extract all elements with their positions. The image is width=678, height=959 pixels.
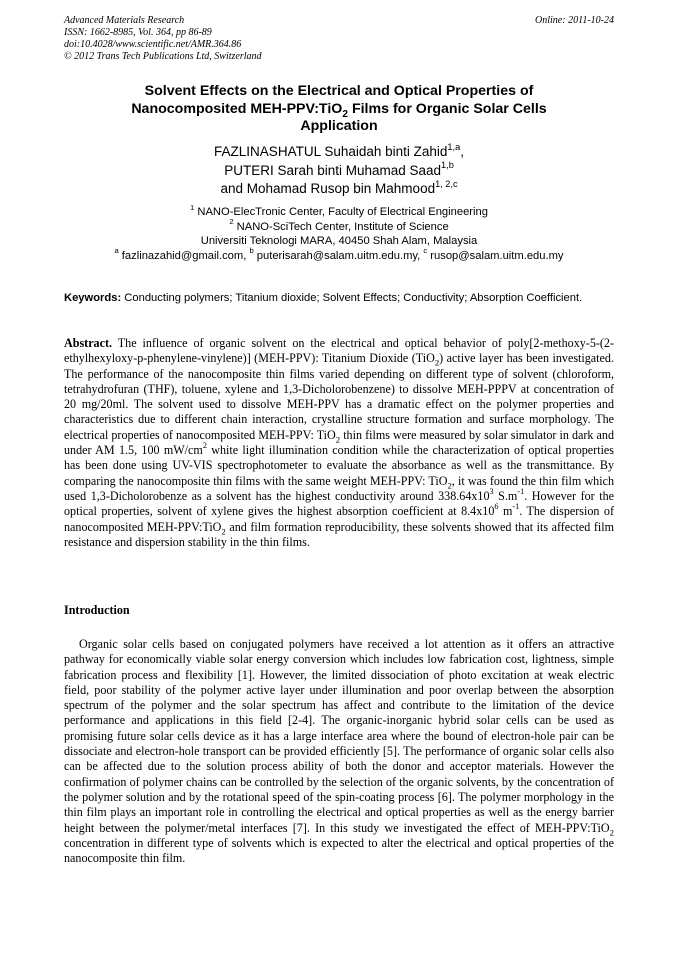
- author-affil-mark: 1,a: [447, 141, 461, 152]
- subscript: 2: [609, 826, 614, 837]
- abstract-text: white light illumination condition while the characterization of optical properties has been done using UV-VIS spectrophotometer to evaluate the absorbance as well as the transmittance. By comparing the nanocomposite thin films with the same weight MEH-PPV: TiO: [64, 443, 614, 488]
- affil-mark: 1: [190, 202, 195, 212]
- online-date: Online: 2011-10-24: [535, 15, 614, 26]
- superscript: 6: [494, 502, 499, 512]
- abstract-text: , it was found the thin film which used 1,3-Dicholorobenze as a solvent has the highest conductivity around 338.64x10: [64, 473, 614, 503]
- title-line-1: Solvent Effects on the Electrical and Optical Properties of: [144, 83, 534, 99]
- abstract-text: The influence of organic solvent on the electrical and optical behavior of poly[2-methoxy-5-(2-ethylhexyloxy-p-phenylene-vinylene)] (MEH-PPV): Titanium Dioxide (TiO: [64, 336, 614, 366]
- keywords-label: Keywords:: [64, 292, 122, 304]
- issn-line: ISSN: 1662-8985, Vol. 364, pp 86-89: [64, 27, 212, 38]
- author-name: and Mohamad Rusop bin Mahmood: [220, 181, 436, 196]
- author-3: [64, 180, 614, 199]
- superscript: 2: [202, 441, 207, 451]
- abstract-text: m: [498, 504, 513, 519]
- superscript: -1: [517, 487, 525, 497]
- superscript: -1: [512, 502, 520, 512]
- title-line-3: Application: [300, 118, 378, 134]
- email-link[interactable]: puterisarah@salam.uitm.edu.my,: [253, 249, 424, 262]
- section-heading-introduction: Introduction: [64, 603, 130, 617]
- author-1: [64, 143, 614, 162]
- title-line-2-text: Nanocomposited MEH-PPV:TiO: [131, 100, 343, 117]
- abstract-text: ) active layer has been investigated. The performance of the nanocomposite thin films varied depending on different type of solvent (chloroform, tetrahydrofuran (THF), toluene, xylene and 1,3-Dicholorobenzene) to dissolve MEH-PPPV at concentration of 20 mg/20ml. The solvent used to dissolve MEH-PPV has a dramatic effect on the polymer properties and characteristics due to different chain interaction, crystalline structure formation and surface morphology. The electrical properties of nanocomposited MEH-PPV: TiO: [64, 351, 614, 442]
- email-mark: a: [114, 246, 119, 256]
- affiliation-1: [64, 202, 614, 220]
- email-line: [64, 246, 614, 264]
- email-mark: b: [249, 246, 254, 256]
- title-subscript: 2: [342, 108, 348, 120]
- keywords-section: [64, 291, 614, 306]
- affil-text: NANO-SciTech Center, Institute of Science: [233, 220, 449, 233]
- author-affil-mark: 1,b: [441, 160, 454, 171]
- superscript: 3: [489, 487, 494, 497]
- subscript: 2: [434, 357, 440, 368]
- title-line-2: [64, 101, 614, 119]
- author-affil-mark: 1, 2,c: [435, 178, 458, 189]
- paper-title: [64, 83, 614, 136]
- abstract-text: . However for the optical properties, solvent of xylene gives the highest absorption coefficient at 8.4x10: [64, 488, 615, 519]
- doi-line: doi:10.4028/www.scientific.net/AMR.364.86: [64, 39, 242, 50]
- abstract-section: [64, 336, 614, 550]
- body-text: Organic solar cells based on conjugated polymers have received a lot attention as it offers an attractive pathway for economically viable solar energy conversion which includes low fabrication cost, lightness, simple fabrication process and flexibility [1]. However, the limited dissociation of photo excitation at weak electric field, poor stability of the polymer active layer under illumination and poor overlap between the absorption spectrum of the polymer and the solar spectrum has affect and contribute to the limitation of the device performance and applications in this field [2-4]. The organic-inorganic hybrid solar cells can be used as promising future solar cells device as it has a large interface area where the bound of electron-hole pair can be dissociate and electron-hole transport can be provided efficiently [5]. The performance of organic solar cells also can be affected due to the solution process ability of both the donor and acceptor materials. However the confirmation of polymer chains can be controlled by the selection of the organic solvents, by the concentration of the polymer solution and by the rotational speed of the spin-coating process [6]. The polymer morphology in the thin film plays an important role in controlling the electrical and optical properties as well as the energy barrier height between the polymer/metal interfaces [7]. In this study we investigated the effect of MEH-PPV:TiO: [64, 637, 614, 835]
- author-name: PUTERI Sarah binti Muhamad Saad: [224, 162, 442, 178]
- author-2: [64, 162, 614, 181]
- subscript: 2: [335, 434, 341, 445]
- introduction-paragraph: [64, 637, 614, 866]
- abstract-text: thin films were measured by solar simulator in dark and under AM 1.5, 100 mW/cm: [64, 427, 614, 458]
- copyright-line: © 2012 Trans Tech Publications Ltd, Switzerland: [64, 51, 262, 62]
- affil-mark: 2: [229, 217, 234, 227]
- abstract-label: Abstract.: [64, 336, 113, 350]
- affiliations: [64, 202, 614, 263]
- journal-name: Advanced Materials Research: [64, 15, 185, 26]
- abstract-text: . The dispersion of nanocomposited MEH-PPV:TiO: [64, 504, 614, 534]
- abstract-text: and film formation reproducibility, these solvents showed that its affected film resistance and dispersion stability in the thin films.: [64, 519, 614, 549]
- body-text: concentration in different type of solvents which is expected to alter the electrical and optical properties of the nanocomposite thin film.: [64, 835, 614, 866]
- abstract-text: S.m: [493, 488, 518, 503]
- title-line-2-tail: Films for Organic Solar Cells: [348, 100, 547, 117]
- keywords-text: Conducting polymers; Titanium dioxide; Solvent Effects; Conductivity; Absorption Coefficient.: [121, 292, 583, 304]
- affil-text: NANO-ElecTronic Center, Faculty of Electrical Engineering: [194, 206, 488, 218]
- email-link[interactable]: rusop@salam.uitm.edu.my: [427, 249, 564, 262]
- author-name: FAZLINASHATUL Suhaidah binti Zahid: [214, 144, 448, 159]
- email-mark: c: [423, 246, 428, 256]
- email-link[interactable]: fazlinazahid@gmail.com,: [118, 249, 250, 262]
- author-separator: ,: [460, 144, 464, 159]
- affiliation-3: Universiti Teknologi MARA, 40450 Shah Alam, Malaysia: [200, 235, 478, 247]
- affiliation-2: [64, 217, 614, 235]
- running-header: [64, 15, 614, 63]
- subscript: 2: [221, 525, 226, 536]
- subscript: 2: [447, 480, 452, 491]
- author-list: [64, 143, 614, 199]
